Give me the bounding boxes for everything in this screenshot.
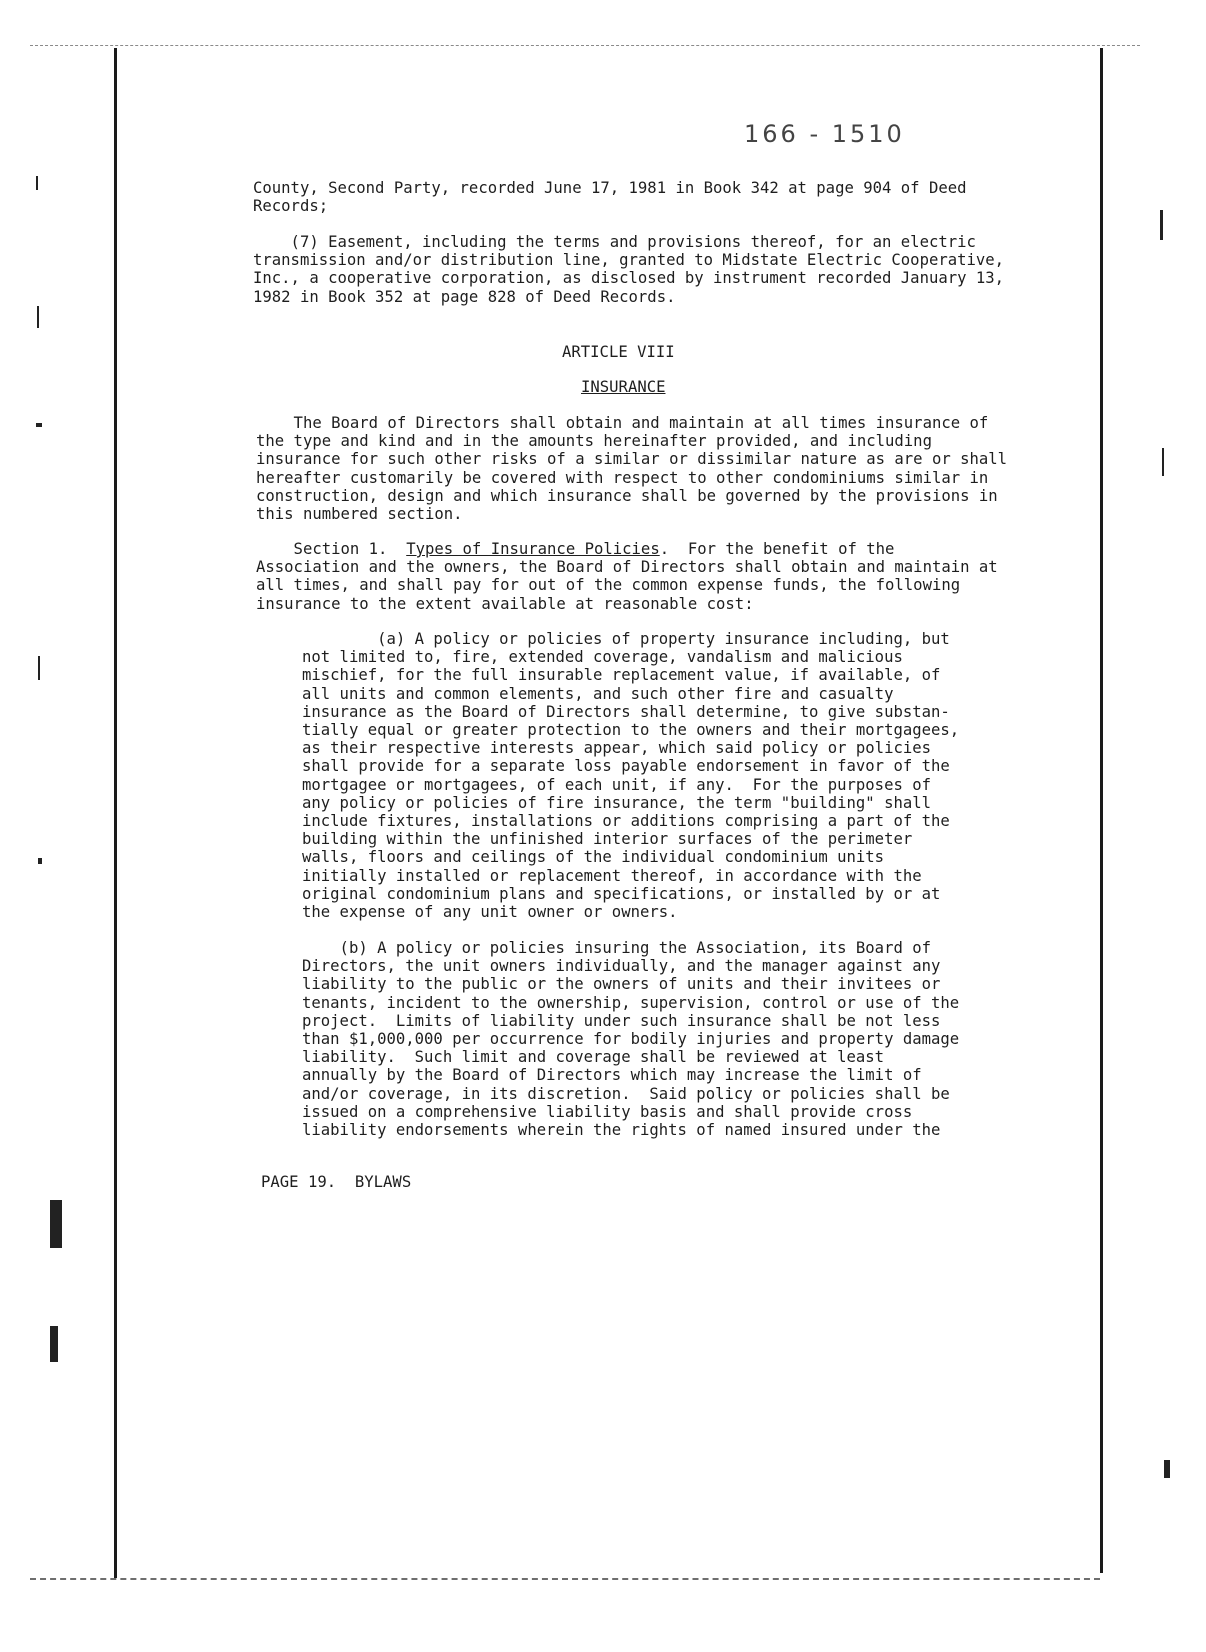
scan-mark	[1164, 1460, 1170, 1478]
scan-mark	[1162, 448, 1164, 476]
paragraph-board-insurance: The Board of Directors shall obtain and maintain at all times insurance of the type and kind and in the amounts hereinafter provided, and including insurance for such other risks of a similar or dissimilar nature as are or shall hereafter customarily be covered with respect to other condominiums similar in construction, design and which insurance shall be governed by the provisions in this numbered section.	[256, 414, 1008, 524]
scan-mark	[36, 176, 38, 190]
section-1-title: Types of Insurance Policies	[406, 540, 660, 558]
page-frame-right	[1100, 48, 1103, 1573]
section-1-paragraph	[256, 540, 998, 613]
section-1-first-line	[256, 540, 998, 558]
page-footer: PAGE 19. BYLAWS	[261, 1173, 412, 1191]
paragraph-deed-records: County, Second Party, recorded June 17, 1981 in Book 342 at page 904 of Deed Records;	[253, 179, 967, 216]
section-1-line-rest: . For the benefit of the	[659, 540, 895, 558]
scan-mark	[50, 1326, 58, 1362]
scan-mark	[50, 1200, 62, 1248]
page-frame-bottom	[30, 1578, 1100, 1580]
scan-mark	[36, 423, 42, 427]
section-1-body: Association and the owners, the Board of Directors shall obtain and maintain at all times, and shall pay for out of the common expense funds, the following insurance to the extent available at reasonable cost:	[256, 558, 998, 613]
insurance-heading: INSURANCE	[581, 378, 666, 396]
page-number: 166 - 1510	[744, 120, 905, 148]
paragraph-property-insurance: (a) A policy or policies of property insurance including, but not limited to, fire, extended coverage, vandalism and malicious mischief, for the full insurable replacement value, if available, of all units and common elements, and such other fire and casualty insurance as the Board of Directors shall determine, to give substan- tially equal or greater protection to the owners and their mortgagees, as their respective interests appear, which said policy or policies shall provide for a separate loss payable endorsement in favor of the mortgagee or mortgagees, of each unit, if any. For the purposes of any policy or policies of fire insurance, the term "building" shall include fixtures, installations or additions comprising a part of the building within the unfinished interior surfaces of the perimeter walls, floors and ceilings of the individual condominium units initially installed or replacement thereof, in accordance with the original condominium plans and specifications, or installed by or at the expense of any unit owner or owners.	[302, 630, 960, 922]
page-frame-top	[30, 45, 1140, 46]
page-frame-left	[114, 48, 117, 1578]
scan-mark	[37, 306, 39, 328]
article-heading: ARTICLE VIII	[562, 343, 675, 361]
scan-mark	[1160, 210, 1163, 240]
scan-mark	[38, 858, 42, 864]
scan-mark	[38, 656, 40, 680]
paragraph-liability-insurance: (b) A policy or policies insuring the Association, its Board of Directors, the unit owners individually, and the manager against any liability to the public or the owners of units and their invitees or tenants, incident to the ownership, supervision, control or use of the project. Limits of liability under such insurance shall be not less than $1,000,000 per occurrence for bodily injuries and property damage liability. Such limit and coverage shall be reviewed at least annually by the Board of Directors which may increase the limit of and/or coverage, in its discretion. Said policy or policies shall be issued on a comprehensive liability basis and shall provide cross liability endorsements wherein the rights of named insured under the	[302, 939, 960, 1140]
section-1-label: Section 1.	[256, 540, 407, 558]
paragraph-easement: (7) Easement, including the terms and provisions thereof, for an electric transmission and/or distribution line, granted to Midstate Electric Cooperative, Inc., a cooperative corporation, as disclosed by instrument recorded January 13, 1982 in Book 352 at page 828 of Deed Records.	[253, 233, 1005, 306]
